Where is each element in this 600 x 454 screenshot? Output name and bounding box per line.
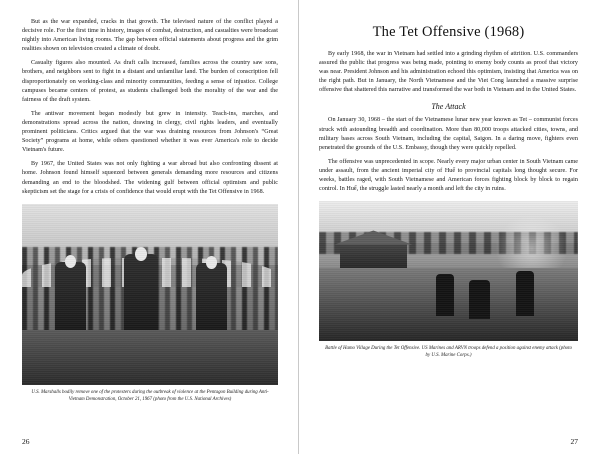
photo-soldier (469, 280, 490, 319)
figure-caption: Battle of Hamo Village During the Tet Offensive. US Marines and ARVN troops defend a position against enemy attack (photo by U.S. Marine Corps.) (325, 346, 572, 359)
right-page (299, 0, 600, 454)
paragraph: But as the war expanded, cracks in that growth. The televised nature of the conflict played a decisive role. For the first time in history, images of combat, destruction, and casualties were broadcast nightly into American living rooms. The gap between official statements about progress and the grim realities shown on television created a climate of doubt. (22, 19, 278, 53)
page-number: 26 (22, 437, 30, 446)
left-page (0, 0, 299, 454)
paragraph: The offensive was unprecedented in scope. Nearly every major urban center in South Vietnam came under assault, from the ancient imperial city of Huế to provincial capitals long thought secure. For weeks, battles raged, with South Vietnamese and American forces fighting block by block to regain control. In Huế, the struggle lasted nearly a month and left the city in ruins. (319, 158, 578, 193)
figure-caption: U.S. Marshalls bodily remove one of the protesters during the outbreak of violence at the Pentagon Building during Anti-Vietnam Demonstration, October 21, 1967 (photo from the U.S. National Archives) (31, 389, 269, 402)
right-text-column (319, 24, 578, 450)
section-title: The Attack (431, 102, 466, 112)
left-text-column (22, 18, 278, 444)
protest-photo (22, 204, 278, 385)
photo-head (206, 256, 218, 269)
paragraph: By 1967, the United States was not only fighting a war abroad but also confronting dissent at home. Johnson found himself squeezed between generals demanding more resources and citizens demanding an end to the bloodshed. The widening gulf between official optimism and public skepticism set the stage for a crisis of confidence that would erupt with the Tet Offensive in 1968. (22, 161, 278, 195)
photo-smoke (495, 215, 568, 271)
photo-soldier (516, 271, 534, 316)
photo-ground (22, 330, 278, 384)
photo-head (65, 255, 77, 268)
paragraph: Casualty figures also mounted. As draft calls increased, families across the country saw sons, brothers, and neighbors sent to fight in a distant and unfamiliar land. The burden of conscription fell disproportionately on working-class and minority communities, feeding a sense of injustice. College campuses became centers of protest, as students challenged both the morality of the war and the fairness of the draft system. (22, 60, 278, 103)
paragraph: The antiwar movement began modestly but grew in intensity. Teach-ins, marches, and demonstrations spread across the nation, drawing in clergy, civil rights leaders, and eventually prominent politicians. Critics argued that the war was draining resources from Johnson's “Great Society” programs at home, while others questioned whether it was ever America's role to decide Vietnam's future. (22, 110, 278, 154)
paragraph: On January 30, 1968 – the start of the Vietnamese lunar new year known as Tet – communist forces struck with astounding breadth and coordination. More than 80,000 troops attacked cities, towns, and military bases across South Vietnam, including the capital, Saigon. In a daring move, fighters even penetrated the grounds of the U.S. Embassy, though they were quickly repelled. (319, 117, 578, 151)
figure-protest (22, 204, 278, 403)
hue-battle-photo (319, 201, 578, 341)
paragraph: By early 1968, the war in Vietnam had settled into a grinding rhythm of attrition. U.S. commanders assured the public that progress was being made, pointing to enemy body counts as proof that victory was near. President Johnson and his administration echoed this optimism, insisting that America was on the right path. But in January, the North Vietnamese and the Viet Cong launched a massive surprise offensive that shattered this narrative and transformed the war both in Vietnam and in the United States. (319, 51, 578, 94)
photo-head (135, 247, 148, 262)
page-number: 27 (570, 437, 578, 446)
figure-hue (319, 201, 578, 359)
photo-soldier (436, 274, 454, 316)
chapter-title: The Tet Offensive (1968) (372, 24, 525, 40)
